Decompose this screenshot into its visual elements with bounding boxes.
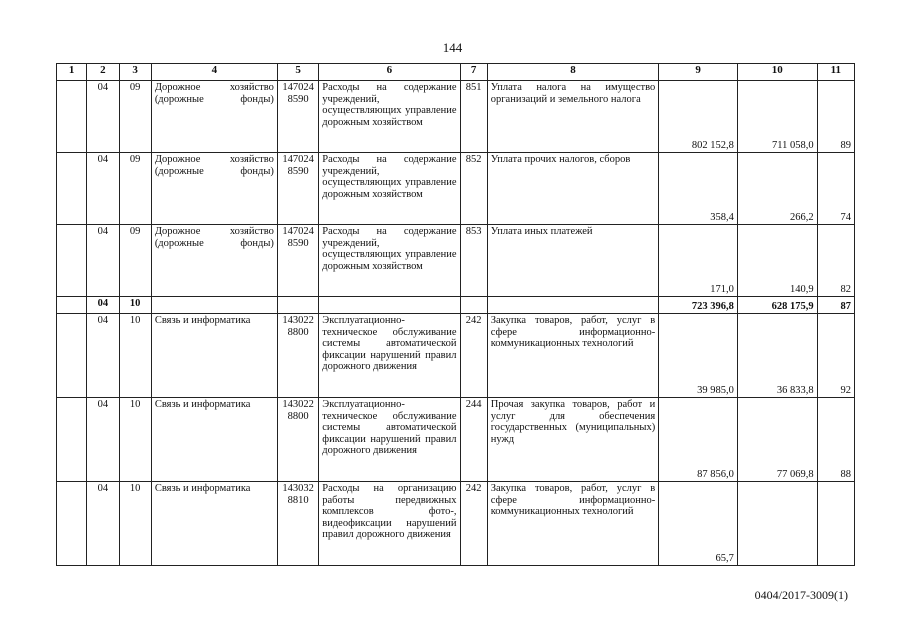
- cell-col1: [57, 153, 87, 225]
- cell-actual: 140,9: [737, 225, 817, 297]
- cell-percent: 82: [817, 225, 854, 297]
- subtotal-section: 04: [87, 297, 119, 314]
- cell-expense-name: Уплата налога на имущество организаций и земельного налога: [487, 81, 659, 153]
- cell-expense-code: 853: [460, 225, 487, 297]
- cell-col1: [57, 482, 87, 566]
- target-code-part: 143022: [282, 399, 314, 410]
- table-row: [57, 81, 855, 153]
- table-row: [57, 153, 855, 225]
- cell-expense-name: Прочая закупка товаров, работ и услуг для обеспечения государственных (муниципальных) нужд: [487, 398, 659, 482]
- cell-percent: [817, 482, 854, 566]
- target-code-part: 8800: [287, 326, 309, 338]
- document-code: 0404/2017-3009(1): [754, 588, 848, 602]
- cell-percent: 74: [817, 153, 854, 225]
- cell-section: 04: [87, 153, 119, 225]
- cell-subsection: 10: [119, 398, 151, 482]
- cell-plan: 39 985,0: [659, 314, 738, 398]
- cell-expense-code: 242: [460, 314, 487, 398]
- cell-target-name: Эксплуатационно-техническое обслуживание системы автоматической фиксации нарушений правил дорожного движения: [319, 398, 460, 482]
- cell-empty: [151, 297, 277, 314]
- target-code-part: 147024: [282, 82, 314, 93]
- target-code-part: 143022: [282, 315, 314, 326]
- cell-target-name: Расходы на содержание учреждений, осуществляющих управление дорожным хозяйством: [319, 225, 460, 297]
- cell-empty: [57, 297, 87, 314]
- table-row: [57, 225, 855, 297]
- cell-expense-code: 242: [460, 482, 487, 566]
- cell-actual: 266,2: [737, 153, 817, 225]
- cell-percent: 89: [817, 81, 854, 153]
- cell-actual: [737, 482, 817, 566]
- target-code-part: 8810: [287, 494, 309, 506]
- target-code-part: 8800: [287, 410, 309, 422]
- cell-expense-code: 852: [460, 153, 487, 225]
- col-header: 9: [659, 64, 738, 81]
- cell-target-code: [277, 225, 318, 297]
- cell-percent: 92: [817, 314, 854, 398]
- cell-expense-name: Закупка товаров, работ, услуг в сфере информационно-коммуникационных технологий: [487, 482, 659, 566]
- cell-section: 04: [87, 314, 119, 398]
- cell-percent: 88: [817, 398, 854, 482]
- cell-plan: 65,7: [659, 482, 738, 566]
- cell-section: 04: [87, 225, 119, 297]
- cell-actual: 36 833,8: [737, 314, 817, 398]
- cell-col1: [57, 225, 87, 297]
- table-row: [57, 398, 855, 482]
- cell-target-code: [277, 81, 318, 153]
- cell-plan: 358,4: [659, 153, 738, 225]
- cell-target-name: Расходы на организацию работы передвижных комплексов фото-, видеофиксации нарушений правил дорожного движения: [319, 482, 460, 566]
- target-code-part: 143032: [282, 483, 314, 494]
- subtotal-row: [57, 297, 855, 314]
- cell-plan: 802 152,8: [659, 81, 738, 153]
- cell-expense-code: 851: [460, 81, 487, 153]
- col-header: 8: [487, 64, 659, 81]
- cell-plan: 171,0: [659, 225, 738, 297]
- cell-actual: 77 069,8: [737, 398, 817, 482]
- subtotal-actual: 628 175,9: [737, 297, 817, 314]
- col-header: 11: [817, 64, 854, 81]
- cell-target-code: [277, 398, 318, 482]
- target-code-part: 8590: [287, 237, 309, 249]
- col-header: 5: [277, 64, 318, 81]
- cell-subsection-name: Дорожное хозяйство (дорожные фонды): [151, 153, 277, 225]
- target-code-part: 147024: [282, 154, 314, 165]
- budget-table: [56, 63, 855, 566]
- table-row: [57, 482, 855, 566]
- page-number: 144: [442, 40, 463, 55]
- cell-plan: 87 856,0: [659, 398, 738, 482]
- cell-expense-name: Закупка товаров, работ, услуг в сфере информационно-коммуникационных технологий: [487, 314, 659, 398]
- col-header: 1: [57, 64, 87, 81]
- cell-subsection-name: Связь и информатика: [151, 314, 277, 398]
- cell-expense-name: Уплата иных платежей: [487, 225, 659, 297]
- cell-target-code: [277, 314, 318, 398]
- cell-section: 04: [87, 81, 119, 153]
- cell-target-code: [277, 482, 318, 566]
- subtotal-percent: 87: [817, 297, 854, 314]
- cell-subsection-name: Связь и информатика: [151, 398, 277, 482]
- cell-actual: 711 058,0: [737, 81, 817, 153]
- cell-target-name: Эксплуатационно-техническое обслуживание системы автоматической фиксации нарушений правил дорожного движения: [319, 314, 460, 398]
- col-header: 7: [460, 64, 487, 81]
- cell-section: 04: [87, 398, 119, 482]
- target-code-part: 8590: [287, 165, 309, 177]
- cell-empty: [277, 297, 318, 314]
- col-header: 2: [87, 64, 119, 81]
- cell-subsection-name: Дорожное хозяйство (дорожные фонды): [151, 225, 277, 297]
- header-row: [57, 64, 855, 81]
- subtotal-subsection: 10: [119, 297, 151, 314]
- cell-subsection: 10: [119, 314, 151, 398]
- cell-subsection: 09: [119, 153, 151, 225]
- cell-target-name: Расходы на содержание учреждений, осуществляющих управление дорожным хозяйством: [319, 153, 460, 225]
- col-header: 6: [319, 64, 460, 81]
- cell-subsection: 09: [119, 81, 151, 153]
- cell-empty: [487, 297, 659, 314]
- cell-empty: [319, 297, 460, 314]
- cell-section: 04: [87, 482, 119, 566]
- cell-subsection-name: Дорожное хозяйство (дорожные фонды): [151, 81, 277, 153]
- cell-expense-code: 244: [460, 398, 487, 482]
- target-code-part: 147024: [282, 226, 314, 237]
- cell-col1: [57, 81, 87, 153]
- cell-target-name: Расходы на содержание учреждений, осуществляющих управление дорожным хозяйством: [319, 81, 460, 153]
- cell-expense-name: Уплата прочих налогов, сборов: [487, 153, 659, 225]
- cell-target-code: [277, 153, 318, 225]
- cell-col1: [57, 398, 87, 482]
- cell-subsection: 10: [119, 482, 151, 566]
- cell-subsection: 09: [119, 225, 151, 297]
- cell-empty: [460, 297, 487, 314]
- cell-col1: [57, 314, 87, 398]
- col-header: 4: [151, 64, 277, 81]
- col-header: 10: [737, 64, 817, 81]
- cell-subsection-name: Связь и информатика: [151, 482, 277, 566]
- target-code-part: 8590: [287, 93, 309, 105]
- table-row: [57, 314, 855, 398]
- subtotal-plan: 723 396,8: [659, 297, 738, 314]
- col-header: 3: [119, 64, 151, 81]
